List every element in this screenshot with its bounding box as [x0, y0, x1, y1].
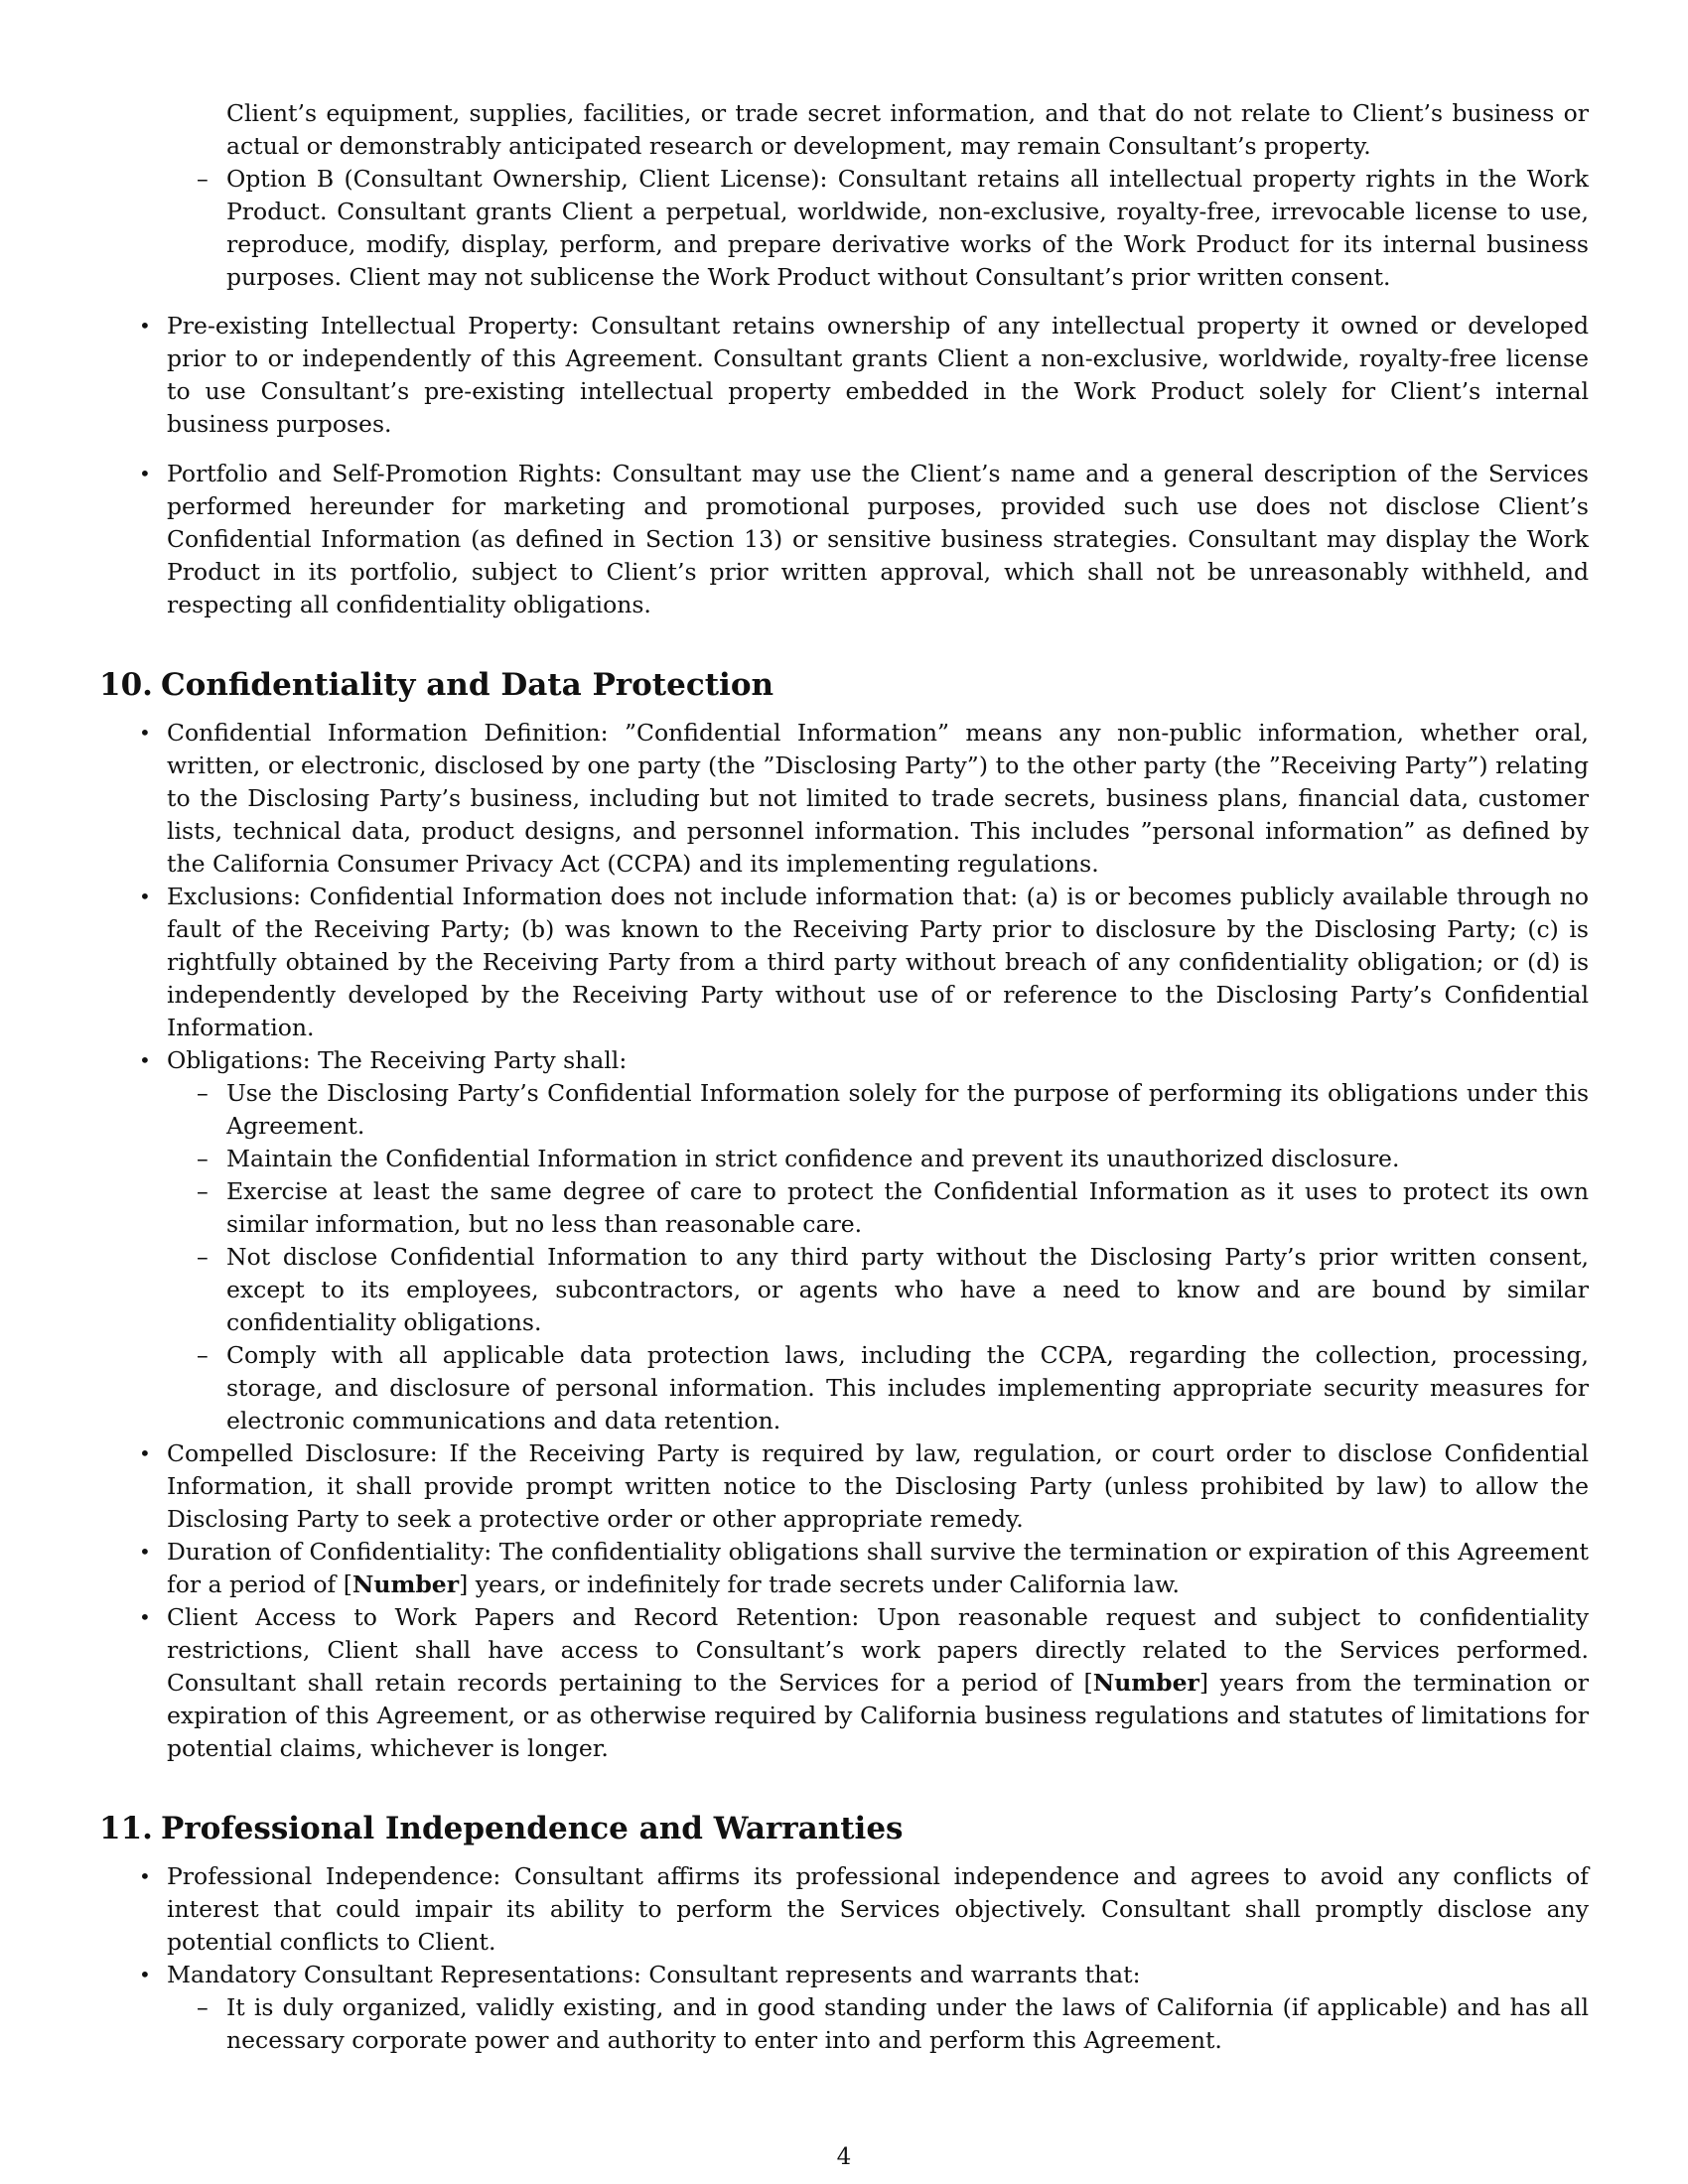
- duration-text-post: ] years, or indefinitely for trade secrets under California law.: [459, 1570, 1180, 1598]
- option-list: [99, 163, 1589, 294]
- representations-sublist: [167, 1991, 1589, 2057]
- professional-independence-item: • Professional Independence: Consultant affirms its professional independence and agrees to avoid any conflicts of interest that could impair its ability to perform the Services objectively. Consultant shall promptly disclose any potential conflicts to Client.: [99, 1860, 1589, 1959]
- confidential-definition-item: • Confidential Information Definition: ”Confidential Information” means any non-public information, whether oral, written, or electronic, disclosed by one party (the ”Disclosing Party”) to the other party (the ”Receiving Party”) relating to the Disclosing Party’s business, including but not limited to trade secrets, business plans, financial data, customer lists, technical data, product designs, and personnel information. This includes ”personal information” as defined by the California Consumer Privacy Act (CCPA) and its implementing regulations.: [99, 717, 1589, 881]
- preexisting-ip-item: • Pre-existing Intellectual Property: Consultant retains ownership of any intellectual property it owned or developed prior to or independently of this Agreement. Consultant grants Client a non-exclusive, worldwide, royalty-free license to use Consultant’s pre-existing intellectual property embedded in the Work Product solely for Client’s internal business purposes.: [99, 310, 1589, 441]
- duration-placeholder: Number: [352, 1570, 460, 1598]
- obligations-item: [99, 1044, 1589, 1437]
- representations-item: [99, 1959, 1589, 2057]
- access-text-post: ] years from the termination or expiration of this Agreement, or as otherwise required by California business regulations and statutes of limitations for potential claims, whichever is longer.: [167, 1669, 1590, 1762]
- obligation-item: – Exercise at least the same degree of care to protect the Confidential Information as it uses to protect its own similar information, but no less than reasonable care.: [167, 1175, 1589, 1241]
- obligation-item: – Maintain the Confidential Information in strict confidence and prevent its unauthorized disclosure.: [167, 1143, 1589, 1175]
- obligation-item: – Comply with all applicable data protection laws, including the CCPA, regarding the collection, processing, storage, and disclosure of personal information. This includes implementing appropriate security measures for electronic communications and data retention.: [167, 1339, 1589, 1437]
- obligation-item: – Use the Disclosing Party’s Confidential Information solely for the purpose of performing its obligations under this Agreement.: [167, 1077, 1589, 1143]
- section-11-heading: [99, 1809, 1589, 1848]
- duration-item: [99, 1536, 1589, 1601]
- confidentiality-list: [99, 717, 1589, 1765]
- obligation-item: – Not disclose Confidential Information to any third party without the Disclosing Party’s prior written consent, except to its employees, subcontractors, or agents who have a need to know and are bound by similar confidentiality obligations.: [167, 1241, 1589, 1339]
- portfolio-rights-item: • Portfolio and Self-Promotion Rights: Consultant may use the Client’s name and a general description of the Services performed hereunder for marketing and promotional purposes, provided such use does not disclose Client’s Confidential Information (as defined in Section 13) or sensitive business strategies. Consultant may display the Work Product in its portfolio, subject to Client’s prior written approval, which shall not be unreasonably withheld, and respecting all confidentiality obligations.: [99, 458, 1589, 621]
- section-11-number: 11.: [99, 1811, 153, 1846]
- obligations-label: Obligations: The Receiving Party shall:: [167, 1046, 628, 1074]
- work-papers-item: [99, 1601, 1589, 1765]
- obligations-sublist: [167, 1077, 1589, 1437]
- section-11-title: Professional Independence and Warranties: [161, 1811, 904, 1846]
- independence-list: [99, 1860, 1589, 2057]
- ip-bullet-list: [99, 310, 1589, 621]
- page-content: [99, 97, 1589, 2057]
- exclusions-item: • Exclusions: Confidential Information does not include information that: (a) is or becomes publicly available through no fault of the Receiving Party; (b) was known to the Receiving Party prior to disclosure by the Disclosing Party; (c) is rightfully obtained by the Receiving Party from a third party without breach of any confidentiality obligation; or (d) is independently developed by the Receiving Party without use of or reference to the Disclosing Party’s Confidential Information.: [99, 881, 1589, 1044]
- section-10-number: 10.: [99, 667, 153, 703]
- compelled-disclosure-item: • Compelled Disclosure: If the Receiving Party is required by law, regulation, or court order to disclose Confidential Information, it shall provide prompt written notice to the Disclosing Party (unless prohibited by law) to allow the Disclosing Party to seek a protective order or other appropriate remedy.: [99, 1437, 1589, 1536]
- option-b-item: – Option B (Consultant Ownership, Client License): Consultant retains all intellectual property rights in the Work Product. Consultant grants Client a perpetual, worldwide, non-exclusive, royalty-free, irrevocable license to use, reproduce, modify, display, perform, and prepare derivative works of the Work Product for its internal business purposes. Client may not sublicense the Work Product without Consultant’s prior written consent.: [99, 163, 1589, 294]
- representations-label: Mandatory Consultant Representations: Consultant represents and warrants that:: [167, 1961, 1141, 1988]
- section-10-title: Confidentiality and Data Protection: [161, 667, 774, 703]
- page-number: 4: [836, 2144, 852, 2170]
- representation-item: – It is duly organized, validly existing, and in good standing under the laws of California (if applicable) and has all necessary corporate power and authority to enter into and perform this Agreement.: [167, 1991, 1589, 2057]
- option-a-continuation: Client’s equipment, supplies, facilities, or trade secret information, and that do not relate to Client’s business or actual or demonstrably anticipated research or development, may remain Consultant’s property.: [226, 99, 1589, 160]
- access-placeholder: Number: [1092, 1669, 1199, 1697]
- access-text-pre: Client Access to Work Papers and Record Retention: Upon reasonable request and subject to confidentiality restrictions, Client shall have access to Consultant’s work papers directly related to the Services performed. Consultant shall retain records pertaining to the Services for a period of [: [167, 1603, 1589, 1697]
- duration-text-pre: Duration of Confidentiality: The confidentiality obligations shall survive the termination or expiration of this Agreement for a period of [: [167, 1538, 1589, 1598]
- section-10-heading: [99, 665, 1589, 705]
